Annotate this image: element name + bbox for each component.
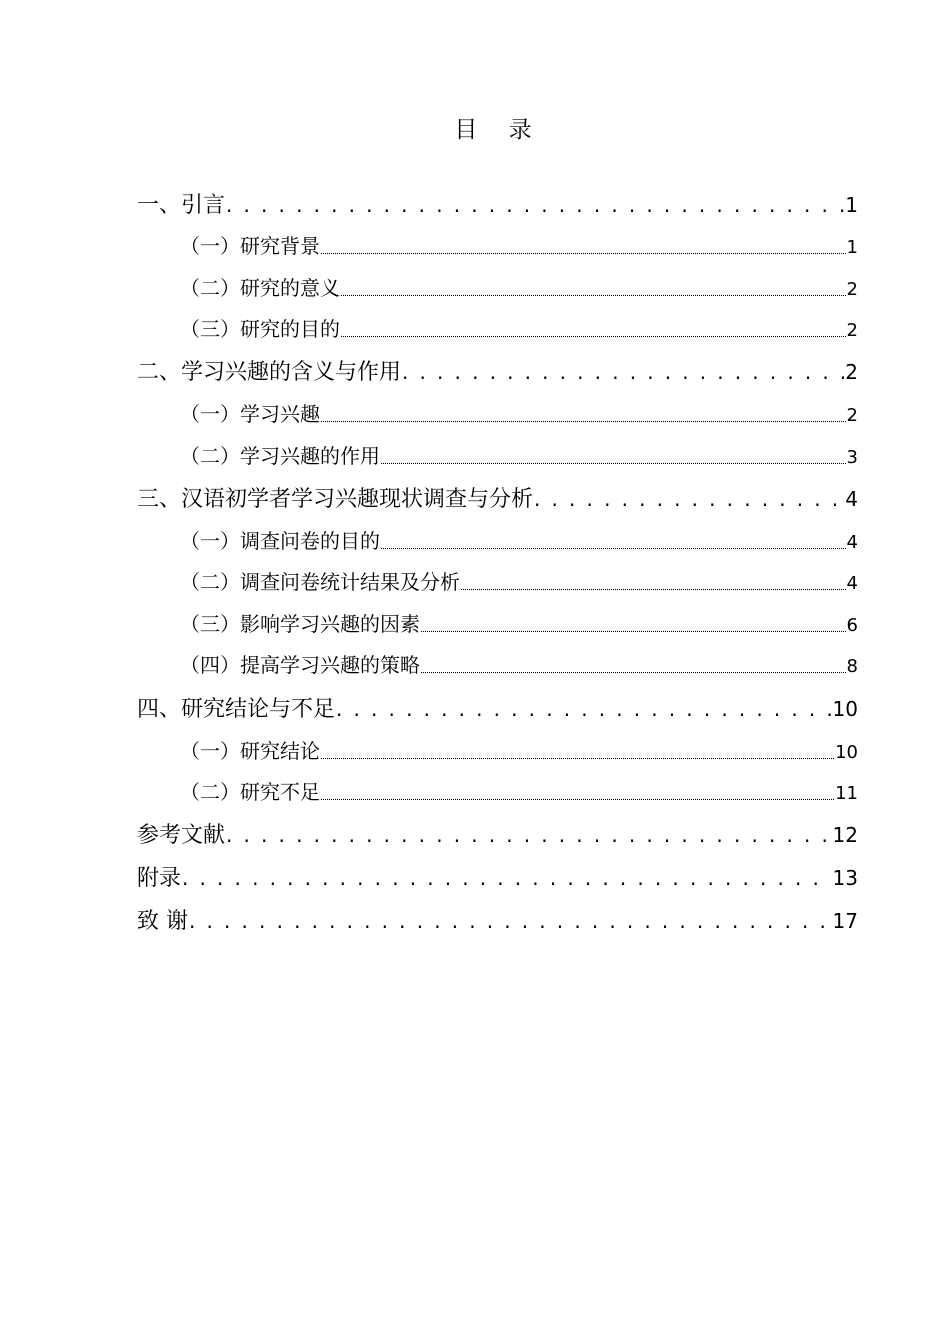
dot-leader: [381, 462, 846, 464]
toc-page-number: 4: [845, 487, 858, 511]
toc-entry-text: （二）调查问卷统计结果及分析: [180, 570, 460, 594]
dot-leader: [189, 905, 832, 938]
toc-entry-survey-purpose[interactable]: [180, 526, 858, 556]
toc-page-number: 10: [835, 742, 858, 763]
toc-entry-interest-role[interactable]: [180, 441, 858, 471]
toc-page-number: 2: [845, 360, 858, 384]
toc-page-number: 17: [832, 909, 858, 933]
toc-entry-acknowledgements[interactable]: [137, 905, 858, 937]
toc-entry-text: 三、汉语初学者学习兴趣现状调查与分析: [137, 487, 534, 512]
toc-title: 目 录: [454, 117, 544, 143]
toc-entry-text: （一）研究结论: [180, 739, 320, 763]
toc-page-number: 8: [846, 656, 858, 677]
dot-leader: [341, 335, 846, 337]
dot-leader: [461, 588, 846, 590]
toc-entry-introduction[interactable]: [137, 189, 858, 221]
toc-entry-survey-results[interactable]: [180, 567, 858, 597]
toc-entry-influencing-factors[interactable]: [180, 609, 858, 639]
dot-leader: [421, 630, 846, 632]
toc-page-number: 1: [845, 193, 858, 217]
dot-leader: [534, 483, 844, 516]
toc-entry-text: 二、学习兴趣的含义与作用: [137, 360, 402, 385]
toc-entry-text: （二）学习兴趣的作用: [180, 444, 380, 468]
toc-entry-strategies[interactable]: [180, 650, 858, 680]
toc-entry-text: （四）提高学习兴趣的策略: [180, 653, 420, 677]
toc-entry-text: （一）调查问卷的目的: [180, 529, 380, 553]
toc-entry-significance[interactable]: [180, 273, 858, 303]
toc-entry-text: 一、引言: [137, 193, 226, 218]
toc-page-number: 13: [832, 866, 858, 890]
toc-page-number: 4: [846, 532, 858, 553]
dot-leader: [381, 547, 846, 549]
dot-leader: [226, 189, 844, 222]
toc-entry-conclusion[interactable]: [137, 693, 858, 725]
toc-page-number: 2: [846, 405, 858, 426]
toc-page-number: 12: [832, 823, 858, 847]
toc-page-number: 6: [846, 615, 858, 636]
toc-entry-text: （二）研究的意义: [180, 276, 340, 300]
toc-entry-references[interactable]: [137, 819, 858, 851]
toc-page-number: 2: [846, 279, 858, 300]
toc-entry-text: 致 谢: [137, 909, 188, 934]
dot-leader: [182, 862, 832, 895]
toc-page-number: 4: [846, 573, 858, 594]
toc-entry-learning-interest[interactable]: [180, 399, 858, 429]
toc-page-number: 11: [835, 783, 858, 804]
toc-entry-interest-meaning[interactable]: [137, 356, 858, 388]
toc-entry-text: （一）学习兴趣: [180, 402, 320, 426]
dot-leader: [321, 757, 834, 759]
toc-page-number: 3: [846, 447, 858, 468]
toc-page-number: 2: [846, 320, 858, 341]
toc-entry-text: 附录: [137, 866, 182, 891]
toc-entry-text: （一）研究背景: [180, 234, 320, 258]
toc-entry-appendix[interactable]: [137, 862, 858, 894]
toc-entry-survey[interactable]: [137, 483, 858, 515]
toc-entry-text: 参考文献: [137, 823, 226, 848]
toc-entry-background[interactable]: [180, 231, 858, 261]
toc-entry-text: 四、研究结论与不足: [137, 697, 336, 722]
toc-entry-research-conclusion[interactable]: [180, 736, 858, 766]
toc-entry-limitations[interactable]: [180, 777, 858, 807]
toc-entry-purpose[interactable]: [180, 314, 858, 344]
dot-leader: [226, 819, 832, 852]
dot-leader: [321, 252, 846, 254]
dot-leader: [336, 693, 832, 726]
dot-leader: [421, 671, 846, 673]
toc-entry-text: （三）影响学习兴趣的因素: [180, 612, 420, 636]
dot-leader: [402, 356, 844, 389]
toc-entry-text: （二）研究不足: [180, 780, 320, 804]
dot-leader: [321, 420, 846, 422]
toc-page-number: 1: [846, 237, 858, 258]
dot-leader: [321, 798, 834, 800]
toc-page-number: 10: [832, 697, 858, 721]
dot-leader: [341, 294, 846, 296]
toc-entry-text: （三）研究的目的: [180, 317, 340, 341]
